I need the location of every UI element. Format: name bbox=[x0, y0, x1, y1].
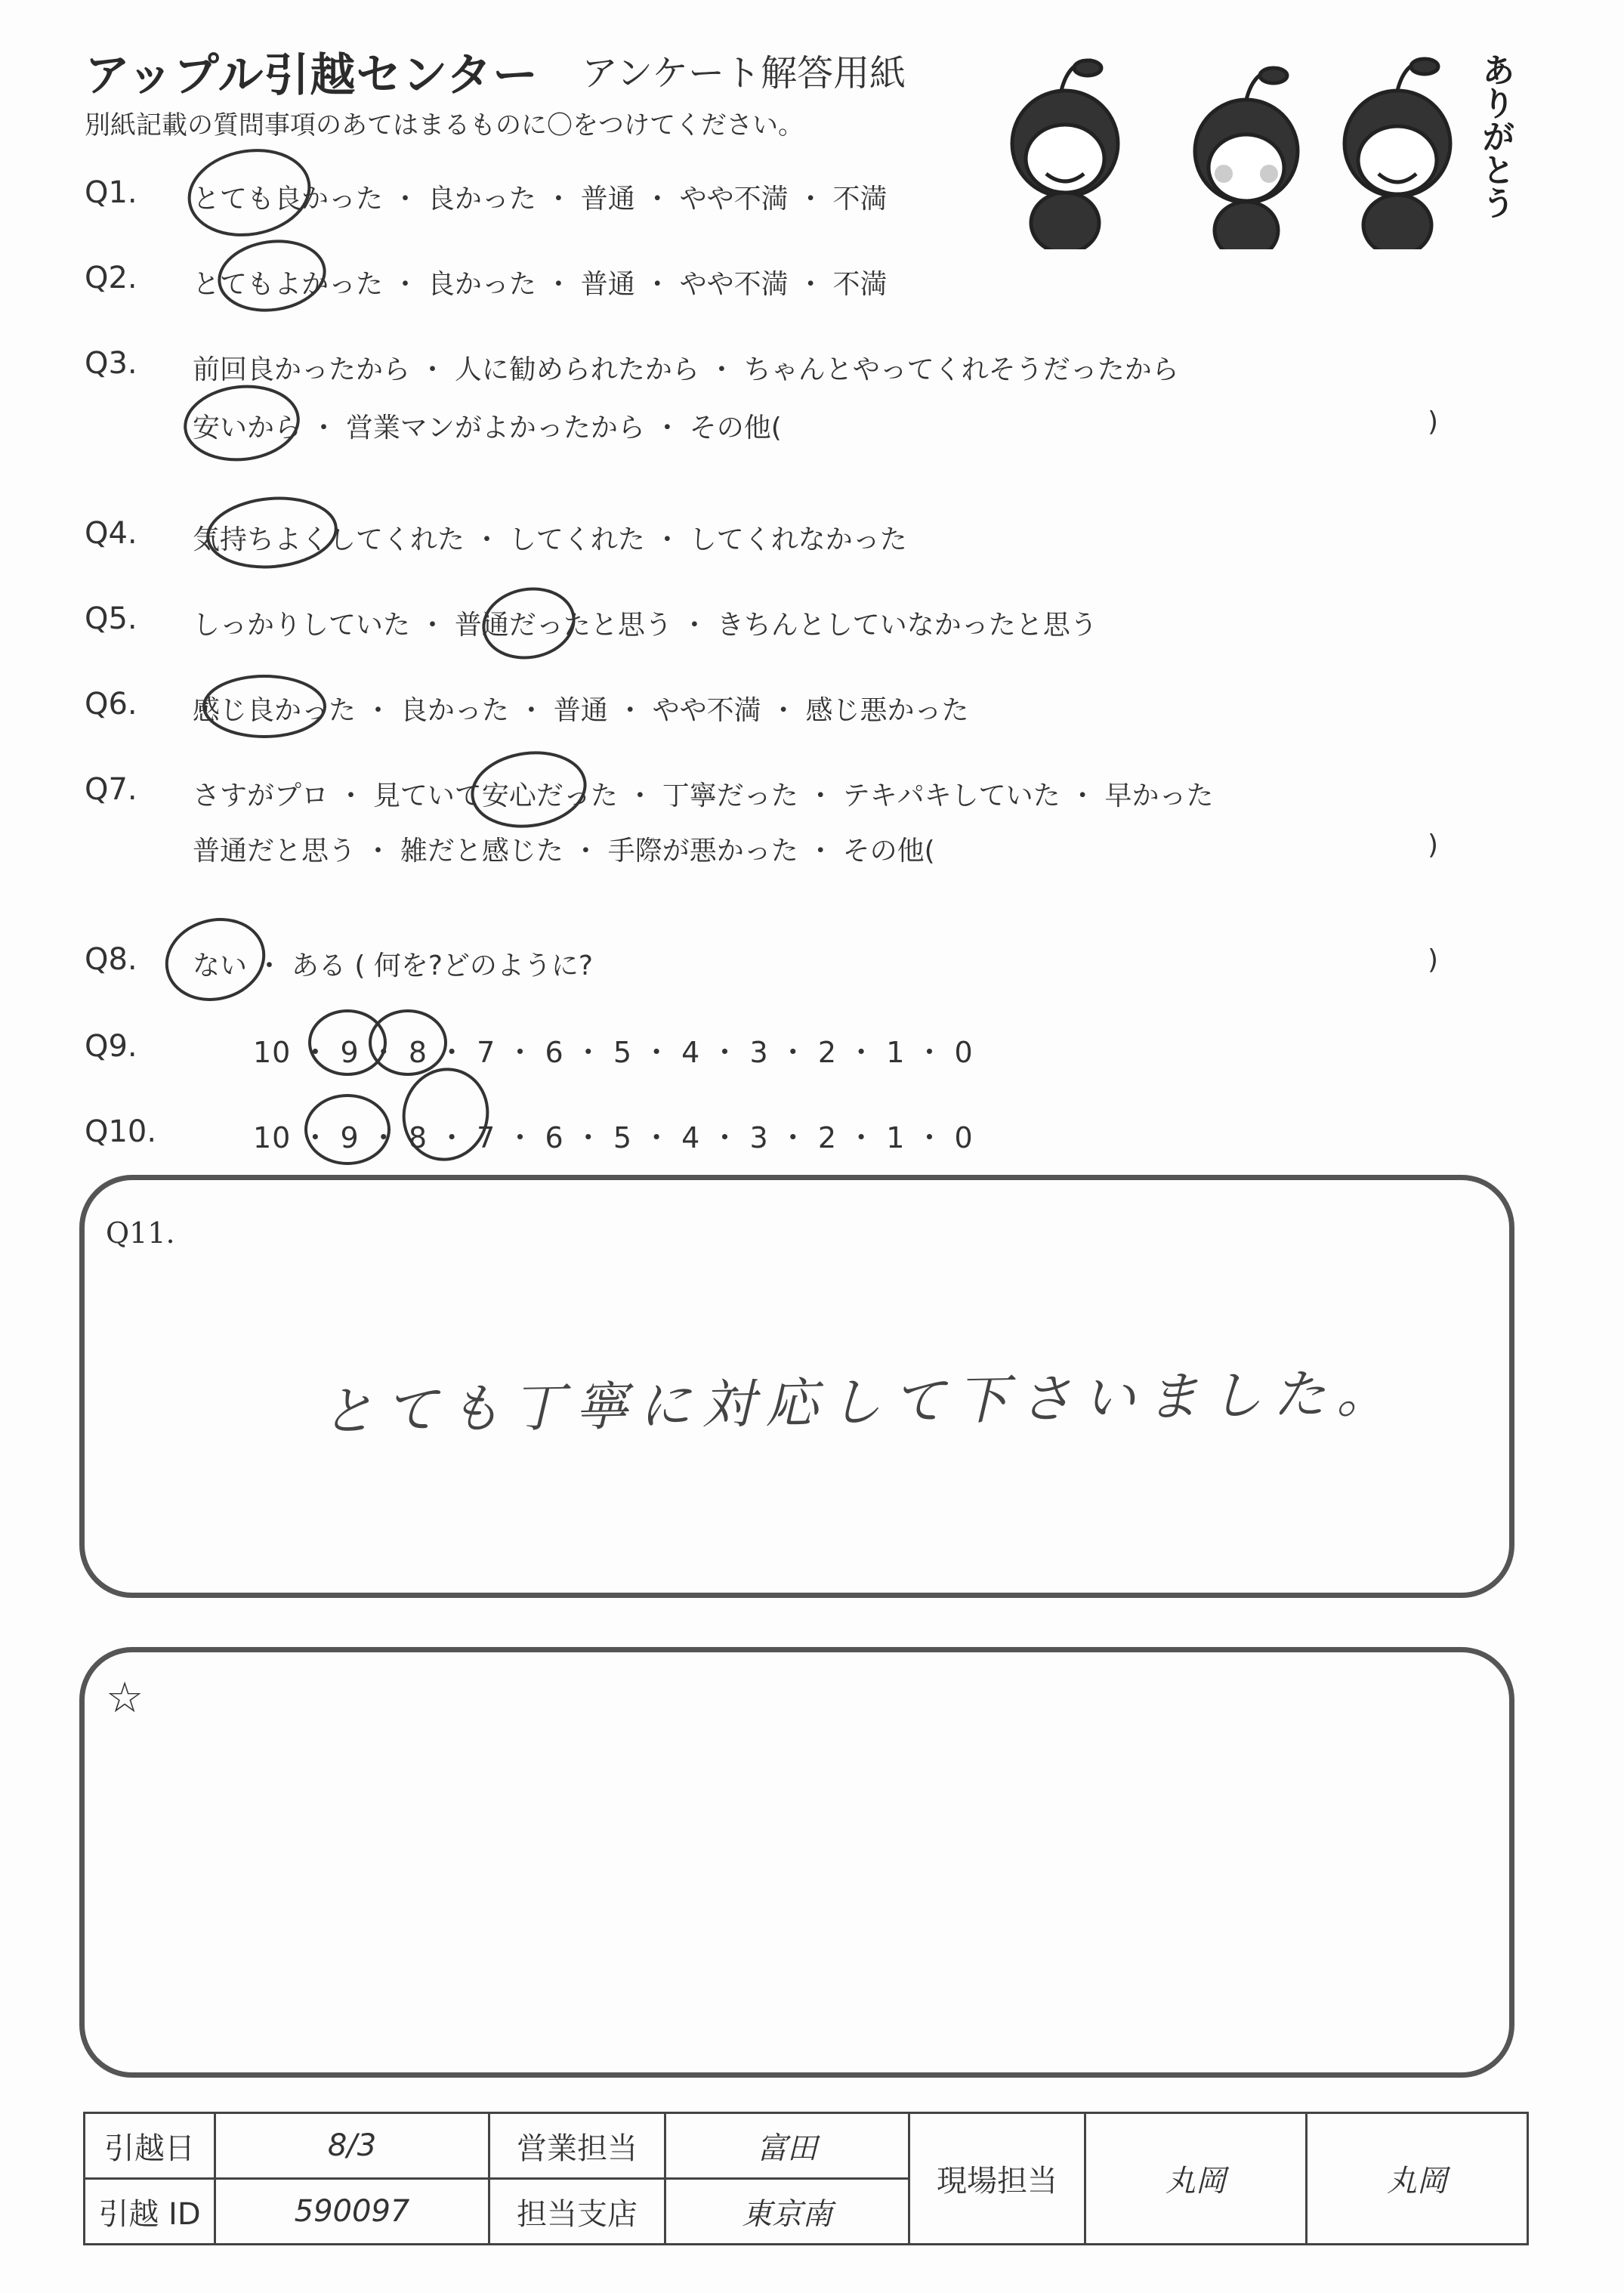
q3-label: Q3. bbox=[85, 346, 137, 381]
star-comment-box bbox=[79, 1647, 1514, 2078]
q1-label: Q1. bbox=[85, 175, 137, 210]
q10-label: Q10. bbox=[85, 1114, 157, 1149]
q7-options-line2: 普通だと思う ・ 雑だと感じた ・ 手際が悪かった ・ その他( bbox=[193, 836, 935, 867]
brand-title: アップル引越センター bbox=[85, 49, 539, 102]
site-label: 現場担当 bbox=[909, 2113, 1085, 2245]
q7-options-line1: さすがプロ ・ 見ていて安心だった ・ 丁寧だった ・ テキパキしていた ・ 早かった bbox=[193, 780, 1214, 811]
q4-options: 気持ちよくしてくれた ・ してくれた ・ してくれなかった bbox=[193, 524, 907, 555]
q9-scale: 10 ・ 9 ・ 8 ・ 7 ・ 6 ・ 5 ・ 4 ・ 3 ・ 2 ・ 1 ・ 0 bbox=[253, 1036, 974, 1069]
q3-options-line1: 前回良かったから ・ 人に勧められたから ・ ちゃんとやってくれそうだったから bbox=[193, 354, 1179, 385]
q3-close-paren: ) bbox=[1428, 406, 1439, 437]
q7-close-paren: ) bbox=[1428, 830, 1439, 861]
branch-label: 担当支店 bbox=[489, 2179, 665, 2245]
q2-options: とてもよかった ・ 良かった ・ 普通 ・ やや不満 ・ 不満 bbox=[193, 269, 888, 300]
q11-label: Q11. bbox=[106, 1216, 175, 1250]
q1-options: とても良かった ・ 良かった ・ 普通 ・ やや不満 ・ 不満 bbox=[193, 184, 888, 215]
info-table bbox=[83, 2112, 1529, 2245]
q5-label: Q5. bbox=[85, 601, 137, 636]
instruction-text: 別紙記載の質問事項のあてはまるものに〇をつけてください。 bbox=[85, 110, 804, 141]
q11-handwritten-answer: とても丁寧に対応して下さいました。 bbox=[320, 1361, 1400, 1443]
q8-close-paren: ) bbox=[1428, 944, 1439, 975]
q3-options-line2: 安いから ・ 営業マンがよかったから ・ その他( bbox=[193, 413, 782, 443]
move-id-label: 引越 ID bbox=[85, 2179, 215, 2245]
q5-options: しっかりしていた ・ 普通だったと思う ・ きちんとしていなかったと思う bbox=[193, 610, 1098, 641]
q6-options: 感じ良かった ・ 良かった ・ 普通 ・ やや不満 ・ 感じ悪かった bbox=[193, 695, 969, 726]
form-subtitle: アンケート解答用紙 bbox=[582, 52, 906, 94]
q10-scale: 10 ・ 9 ・ 8 ・ 7 ・ 6 ・ 5 ・ 4 ・ 3 ・ 2 ・ 1 ・ 0 bbox=[253, 1121, 974, 1154]
star-icon: ☆ bbox=[106, 1673, 144, 1723]
q4-label: Q4. bbox=[85, 516, 137, 551]
q8-label: Q8. bbox=[85, 942, 137, 977]
move-date-label: 引越日 bbox=[85, 2113, 215, 2179]
q9-label: Q9. bbox=[85, 1029, 137, 1064]
move-id-value: 590097 bbox=[215, 2179, 489, 2245]
q6-label: Q6. bbox=[85, 687, 137, 722]
branch-value: 東京南 bbox=[665, 2179, 909, 2245]
sales-label: 営業担当 bbox=[489, 2113, 665, 2179]
mascot-caption: ありがとう bbox=[1476, 53, 1514, 219]
q2-label: Q2. bbox=[85, 261, 137, 295]
q7-label: Q7. bbox=[85, 772, 137, 807]
sales-value: 富田 bbox=[665, 2113, 909, 2179]
site-value-2: 丸岡 bbox=[1307, 2113, 1528, 2245]
move-date-value: 8/3 bbox=[215, 2113, 489, 2179]
site-value-1: 丸岡 bbox=[1085, 2113, 1307, 2245]
q8-options: ない ・ ある ( 何を?どのように? bbox=[193, 950, 594, 981]
